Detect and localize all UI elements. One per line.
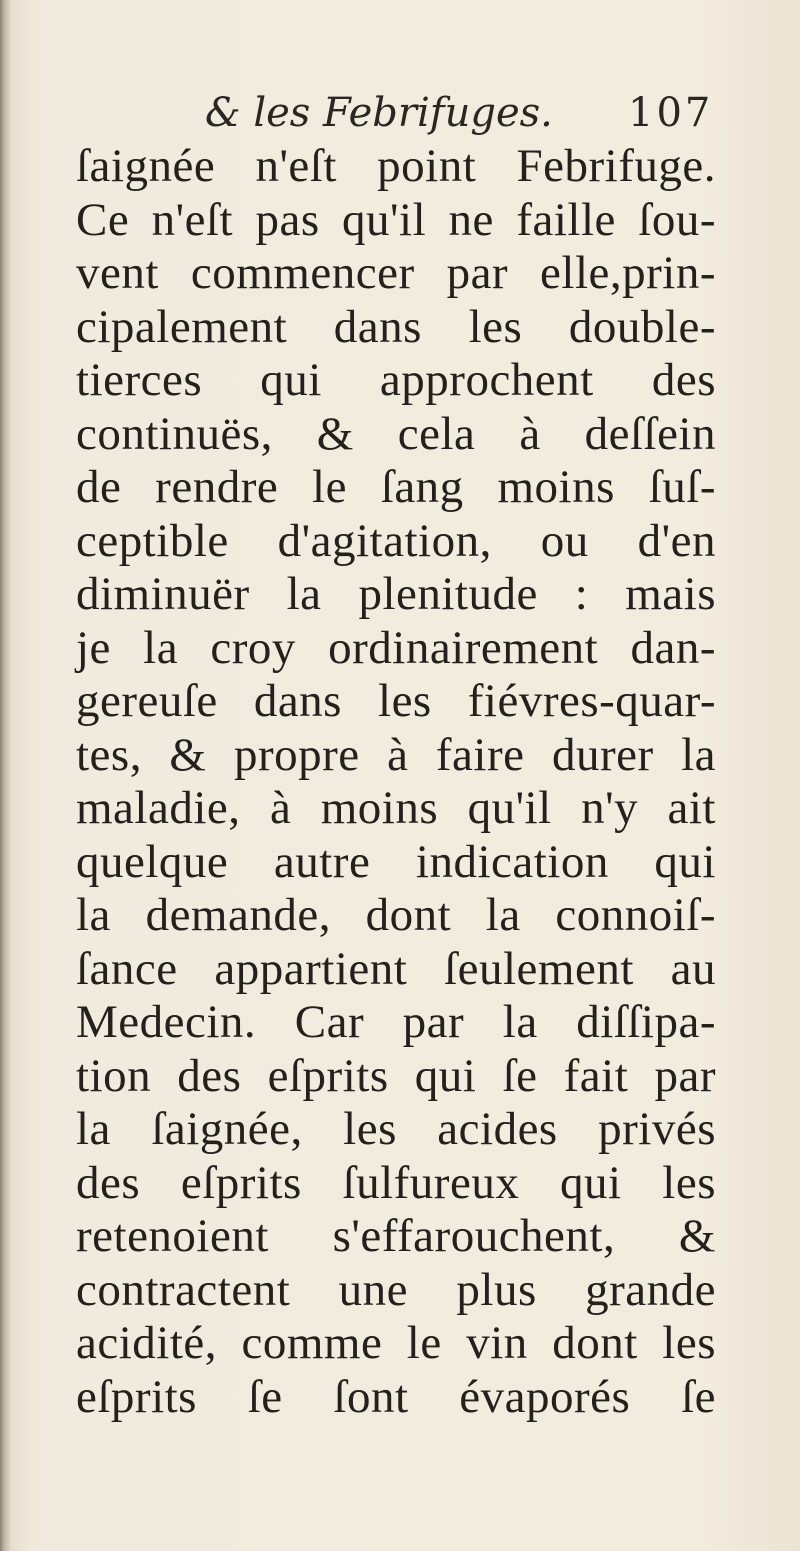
- text-line: acidité, comme le vin dont les: [76, 1317, 716, 1369]
- text-line: gereuſe dans les fiévres-quar-: [76, 675, 716, 727]
- text-line: ſance appartient ſeulement au: [76, 942, 716, 995]
- text-line: tierces qui approchent des: [76, 354, 716, 406]
- text-line: tes, & propre à faire durer la: [76, 728, 716, 781]
- text-line: retenoient s'effarouchent, &: [76, 1210, 716, 1262]
- text-line: contractent une plus grande: [76, 1263, 716, 1316]
- text-line: cipalement dans les double-: [76, 300, 716, 353]
- text-line: eſprits ſe ſont évaporés ſe: [76, 1370, 716, 1423]
- text-line: diminuër la plenitude : mais: [76, 568, 716, 620]
- text-line: la ſaignée, les acides privés: [76, 1103, 716, 1155]
- text-line: quelque autre indication qui: [76, 835, 716, 888]
- text-line: ſaignée n'eſt point Febrifuge.: [76, 140, 716, 192]
- page-binding-edge: [0, 0, 10, 1551]
- text-line: vent commencer par elle,prin-: [76, 247, 716, 299]
- text-line: ceptible d'agitation, ou d'en: [76, 514, 716, 567]
- text-line: de rendre le ſang moins ſuſ-: [76, 461, 716, 513]
- text-line: des eſprits ſulfureux qui les: [76, 1156, 716, 1209]
- page-number: 107: [628, 90, 714, 136]
- text-line: tion des eſprits qui ſe fait par: [76, 1049, 716, 1102]
- text-line: maladie, à moins qu'il n'y ait: [76, 782, 716, 834]
- text-line: continuës, & cela à deſſein: [76, 407, 716, 460]
- text-line: je la croy ordinairement dan-: [76, 621, 716, 674]
- text-line: la demande, dont la connoiſ-: [76, 889, 716, 941]
- body-text: [76, 140, 716, 1424]
- text-line: Ce n'eſt pas qu'il ne faille ſou-: [76, 193, 716, 246]
- running-head-title: & les Febrifuges.: [205, 90, 553, 136]
- text-line: Medecin. Car par la diſſipa-: [76, 996, 716, 1048]
